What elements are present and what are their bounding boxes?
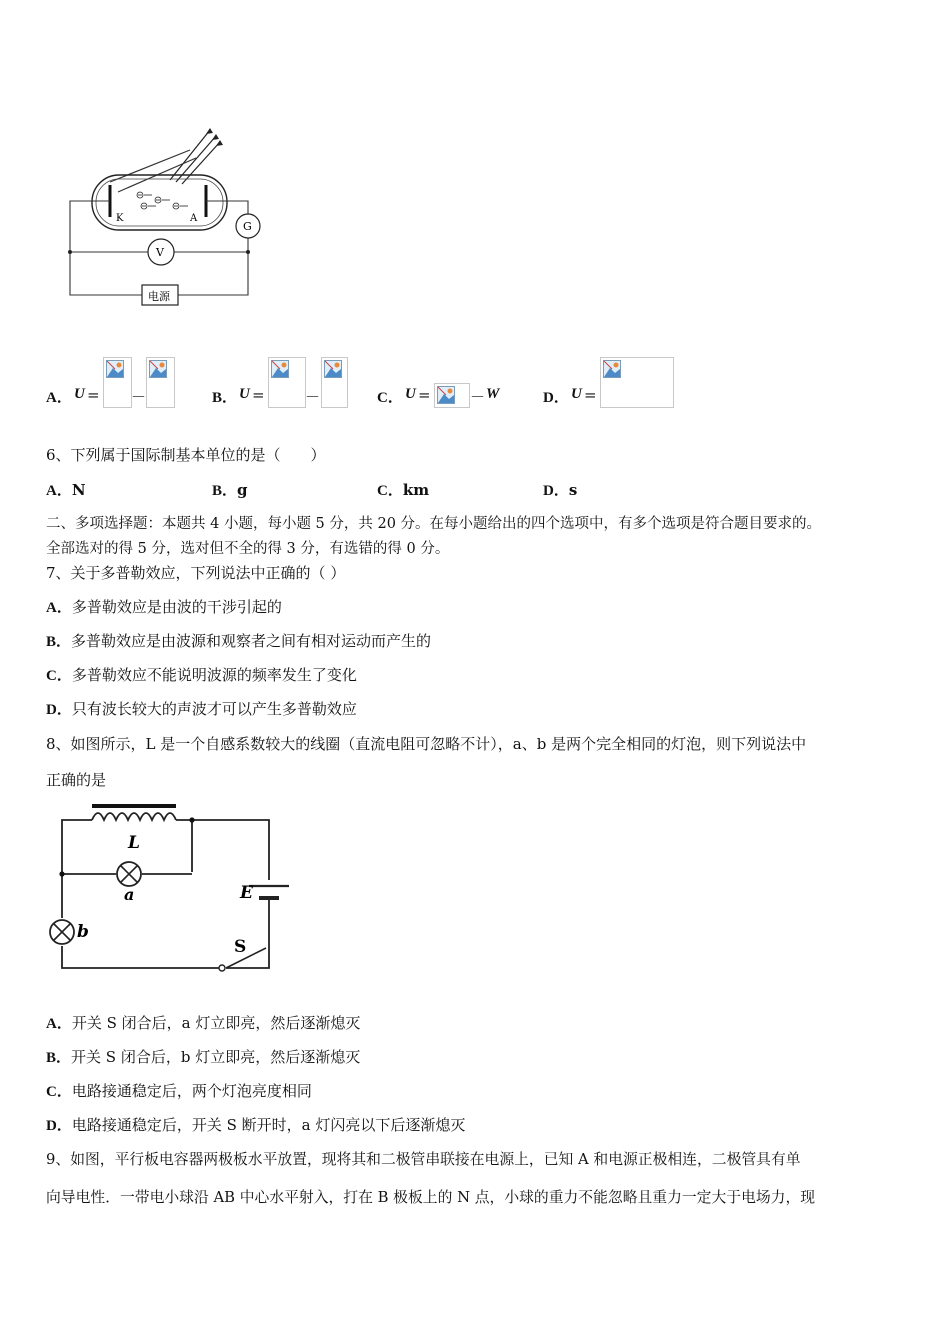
q7-option-a[interactable] [46, 596, 282, 617]
formula-minus: － [305, 388, 321, 406]
broken-image-icon [271, 360, 289, 378]
lamp-b [50, 920, 74, 944]
option-text: g [237, 481, 248, 499]
formula-u: U [571, 386, 582, 402]
option-label: B． [46, 1050, 72, 1066]
q6-option-d[interactable] [543, 479, 577, 500]
q7-option-b[interactable] [46, 630, 431, 651]
broken-image-icon [324, 360, 342, 378]
battery-label: E [240, 883, 253, 903]
option-text: N [71, 481, 86, 499]
q7-option-c[interactable] [46, 664, 357, 685]
voltmeter-label: V [156, 246, 164, 259]
photoelectric-circuit-figure [60, 120, 280, 310]
formula-eq: = [87, 386, 100, 404]
option-text: 多普勒效应是由波源和观察者之间有相对运动而产生的 [71, 632, 432, 650]
q6-option-a[interactable] [46, 479, 86, 500]
option-text: 电路接通稳定后，开关 S 断开时，a 灯闪亮以下后逐渐熄灭 [71, 1116, 466, 1134]
option-label: B． [212, 483, 238, 499]
broken-image-icon [437, 386, 455, 404]
galvanometer-label: G [243, 220, 252, 233]
option-text: 多普勒效应是由波的干涉引起的 [71, 598, 282, 616]
option-label: A． [46, 600, 72, 616]
broken-image-icon [603, 360, 621, 378]
option-label: B． [46, 634, 72, 650]
q8-option-a[interactable] [46, 1012, 360, 1033]
inductor-coil [92, 813, 176, 820]
q6-option-b[interactable] [212, 479, 248, 500]
q8-stem-line2: 正确的是 [46, 771, 107, 789]
formula-image-placeholder [146, 357, 175, 408]
option-label: D． [543, 483, 569, 499]
option-label: D． [46, 702, 72, 718]
option-label: C． [46, 1084, 72, 1100]
cathode-label: K [116, 213, 124, 224]
lamp-a-label: a [124, 885, 135, 904]
option-text: 多普勒效应不能说明波源的频率发生了变化 [71, 666, 357, 684]
q8-option-d[interactable] [46, 1114, 465, 1135]
option-label: B． [212, 390, 238, 406]
option-text: km [402, 481, 430, 499]
q8-option-c[interactable] [46, 1080, 312, 1101]
formula-minus: － [470, 388, 486, 406]
formula-image-placeholder [321, 357, 348, 408]
option-label: D． [46, 1118, 72, 1134]
anode-label: A [190, 213, 198, 224]
option-label: C． [377, 483, 403, 499]
q9-stem-line1: 9、如图，平行板电容器两极板水平放置，现将其和二极管串联接在电源上，已知 A 和电源正极相连，二极管具有单 [46, 1151, 801, 1168]
formula-minus: － [131, 388, 147, 406]
q7-option-d[interactable] [46, 698, 357, 719]
formula-u: U [405, 386, 416, 402]
formula-eq: = [418, 386, 431, 404]
option-label: A． [46, 1016, 72, 1032]
q6-stem: 6、下列属于国际制基本单位的是（ ） [46, 446, 326, 464]
switch-contact [219, 965, 225, 971]
inductor-label: L [128, 833, 140, 853]
broken-image-icon [106, 360, 124, 378]
q8-option-b[interactable] [46, 1046, 360, 1067]
light-rays [170, 130, 220, 184]
lamp-a [117, 862, 141, 886]
formula-image-placeholder [434, 383, 470, 408]
formula-eq: = [252, 386, 265, 404]
formula-w: W [486, 386, 500, 402]
inductor-circuit-figure [44, 800, 294, 980]
formula-image-placeholder [103, 357, 132, 408]
option-label: A． [46, 483, 72, 499]
option-text: 开关 S 闭合后，b 灯立即亮，然后逐渐熄灭 [71, 1048, 361, 1066]
section2-heading-line2: 全部选对的得 5 分，选对但不全的得 3 分，有选错的得 0 分。 [46, 541, 450, 557]
q8-stem-line1: 8、如图所示，L 是一个自感系数较大的线圈（直流电阻可忽略不计），a、b 是两个完全相同的灯泡，则下列说法中 [46, 735, 807, 753]
option-text: s [568, 481, 578, 499]
formula-u: U [74, 386, 85, 402]
option-label: D． [543, 390, 569, 406]
power-source-label: 电源 [148, 290, 170, 303]
q7-stem: 7、关于多普勒效应，下列说法中正确的（ ） [46, 564, 346, 582]
formula-image-placeholder [268, 357, 306, 408]
option-text: 电路接通稳定后，两个灯泡亮度相同 [71, 1082, 312, 1100]
option-label: A． [46, 390, 72, 406]
lamp-b-label: b [77, 922, 89, 942]
q6-option-c[interactable] [377, 479, 429, 500]
option-text: 只有波长较大的声波才可以产生多普勒效应 [71, 700, 357, 718]
section2-heading-line1: 二、多项选择题：本题共 4 小题，每小题 5 分，共 20 分。在每小题给出的四个选项中，有多个选项是符合题目要求的。 [46, 516, 822, 532]
switch-label: S [234, 937, 247, 957]
formula-image-placeholder [600, 357, 674, 408]
formula-u: U [239, 386, 250, 402]
option-label: C． [377, 390, 403, 406]
formula-eq: = [584, 386, 597, 404]
broken-image-icon [149, 360, 167, 378]
option-label: C． [46, 668, 72, 684]
option-text: 开关 S 闭合后，a 灯立即亮，然后逐渐熄灭 [71, 1014, 361, 1032]
q9-stem-line2: 向导电性．一带电小球沿 AB 中心水平射入，打在 B 极板上的 N 点，小球的重力不能忽略且重力一定大于电场力，现 [46, 1189, 816, 1206]
electrons [137, 192, 188, 209]
iron-core [92, 804, 176, 808]
